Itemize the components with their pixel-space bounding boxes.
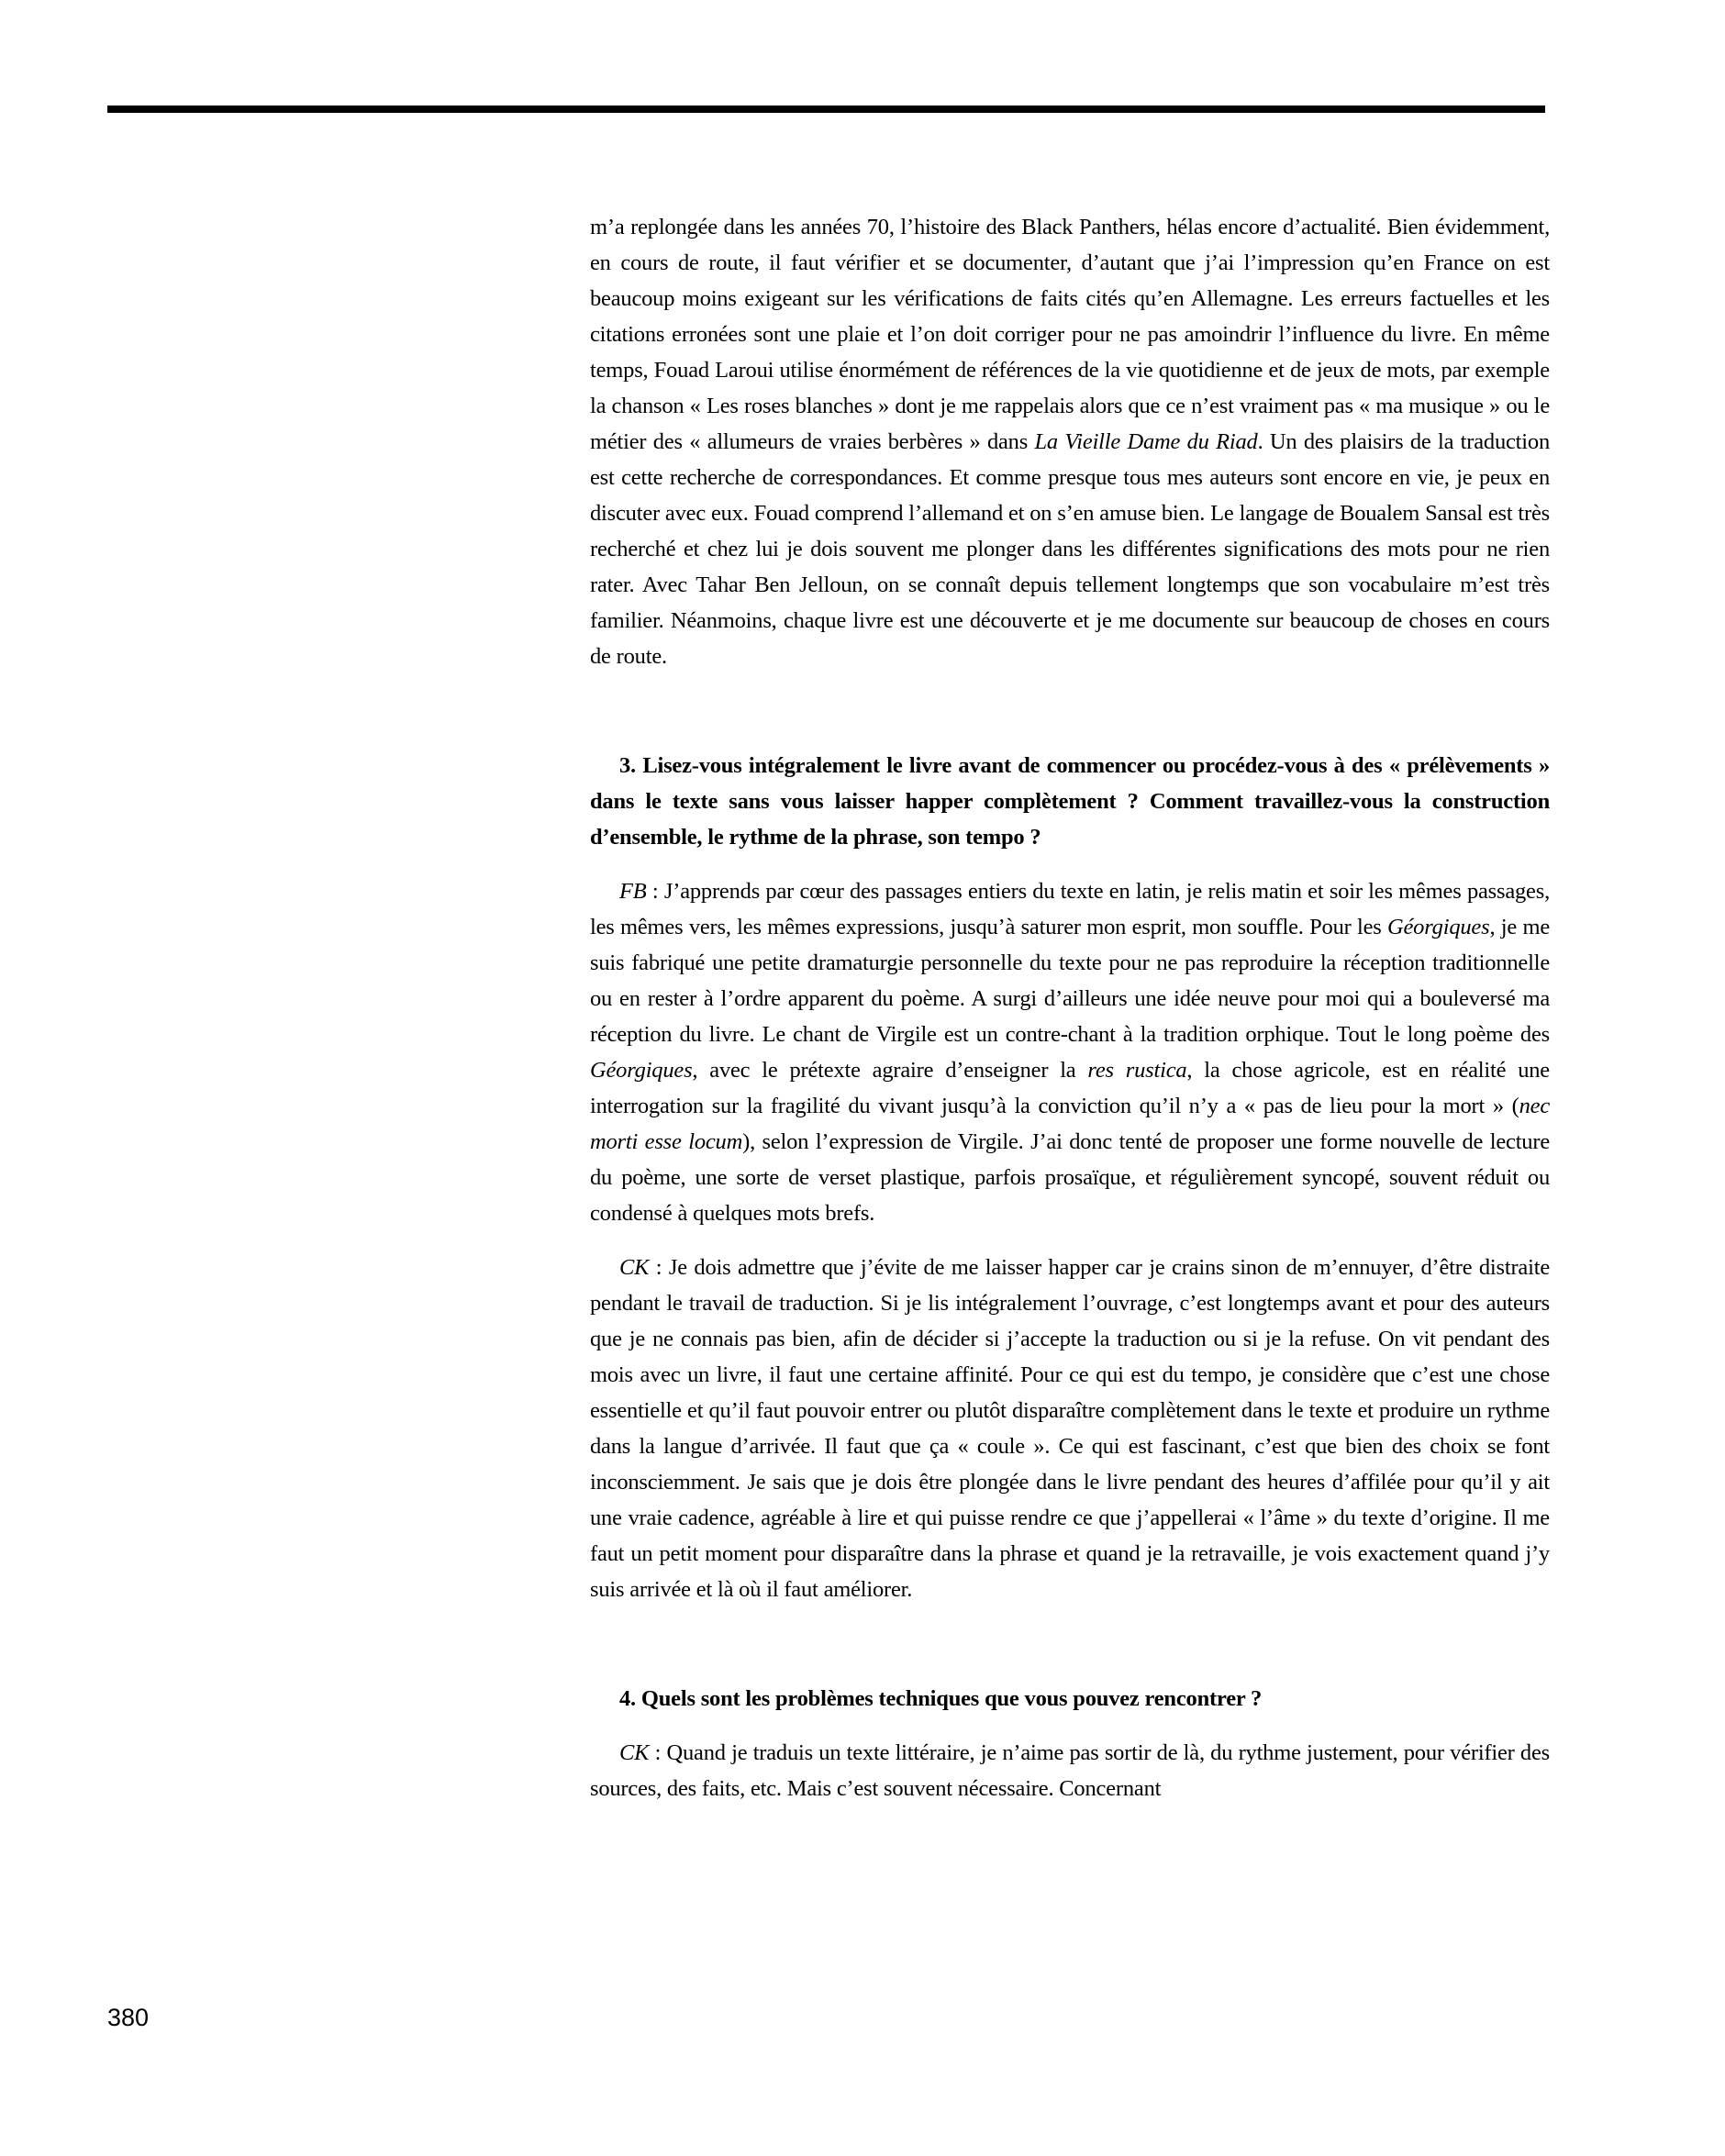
text-column — [590, 209, 1550, 1806]
question-heading: 4. Quels sont les problèmes techniques que vous pouvez rencontrer ? — [619, 1686, 1263, 1711]
body-paragraph: FB : J’apprends par cœur des passages entiers du texte en latin, je relis matin et soir les mêmes passages, les mêmes vers, les mêmes expressions, jusqu’à saturer mon esprit, mon souffle. Pour les Géorgiques, je me suis fabriqué une petite dramaturgie personnelle du texte pour ne pas reproduire la réception traditionnelle ou en rester à l’ordre apparent du poème. A surgi d’ailleurs une idée neuve pour moi qui a bouleversé ma réception du livre. Le chant de Virgile est un contre-chant à la tradition orphique. Tout le long poème des Géorgiques, avec le prétexte agraire d’enseigner la res rustica, la chose agricole, est en réalité une interrogation sur la fragilité du vivant jusqu’à la conviction qu’il n’y a « pas de lieu pour la mort » (nec morti esse locum), selon l’expression de Virgile. J’ai donc tenté de proposer une forme nouvelle de lecture du poème, une sorte de verset plastique, parfois prosaïque, et régulièrement syncopé, souvent réduit ou condensé à quelques mots brefs. — [590, 879, 1550, 1226]
body-paragraph: m’a replongée dans les années 70, l’histoire des Black Panthers, hélas encore d’actualité. Bien évidemment, en cours de route, il faut vérifier et se documenter, d’autant que j’ai l’impression qu’en France on est beaucoup moins exigeant sur les vérifications de faits cités qu’en Allemagne. Les erreurs factuelles et les citations erronées sont une plaie et l’on doit corriger pour ne pas amoindrir l’influence du livre. En même temps, Fouad Laroui utilise énormément de références de la vie quotidienne et de jeux de mots, par exemple la chanson « Les roses blanches » dont je me rappelais alors que ce n’est vraiment pas « ma musique » ou le métier des « allumeurs de vraies berbères » dans La Vieille Dame du Riad. Un des plaisirs de la traduction est cette recherche de correspondances. Et comme presque tous mes auteurs sont encore en vie, je peux en discuter avec eux. Fouad comprend l’allemand et on s’en amuse bien. Le langage de Boualem Sansal est très recherché et chez lui je dois souvent me plonger dans les différentes significations des mots pour ne rien rater. Avec Tahar Ben Jelloun, on se connaît depuis tellement longtemps que son vocabulaire m’est très familier. Néanmoins, chaque livre est une découverte et je me documente sur beaucoup de choses en cours de route. — [590, 215, 1550, 669]
header-rule — [107, 106, 1545, 113]
question-heading: 3. Lisez-vous intégralement le livre avant de commencer ou procédez-vous à des « prélèvements » dans le texte sans vous laisser happer complètement ? Comment travaillez-vous la construction d’ensemble, le rythme de la phrase, son tempo ? — [590, 753, 1550, 850]
page-number: 380 — [107, 2004, 150, 2031]
body-paragraph: CK : Quand je traduis un texte littéraire, je n’aime pas sortir de là, du rythme justement, pour vérifier des sources, des faits, etc. Mais c’est souvent nécessaire. Concernant — [590, 1740, 1550, 1801]
body-paragraph: CK : Je dois admettre que j’évite de me laisser happer car je crains sinon de m’ennuyer, d’être distraite pendant le travail de traduction. Si je lis intégralement l’ouvrage, c’est longtemps avant et pour des auteurs que je ne connais pas bien, afin de décider si j’accepte la traduction ou si je la refuse. On vit pendant des mois avec un livre, il faut une certaine affinité. Pour ce qui est du tempo, je considère que c’est une chose essentielle et qu’il faut pouvoir entrer ou plutôt disparaître complètement dans le texte et produire un rythme dans la langue d’arrivée. Il faut que ça « coule ». Ce qui est fascinant, c’est que bien des choix se font inconsciemment. Je sais que je dois être plongée dans le livre pendant des heures d’affilée pour qu’il y ait une vraie cadence, agréable à lire et qui puisse rendre ce que j’appellerai « l’âme » du texte d’origine. Il me faut un petit moment pour disparaître dans la phrase et quand je la retravaille, je vois exactement quand j’y suis arrivée et là où il faut améliorer. — [590, 1255, 1550, 1602]
